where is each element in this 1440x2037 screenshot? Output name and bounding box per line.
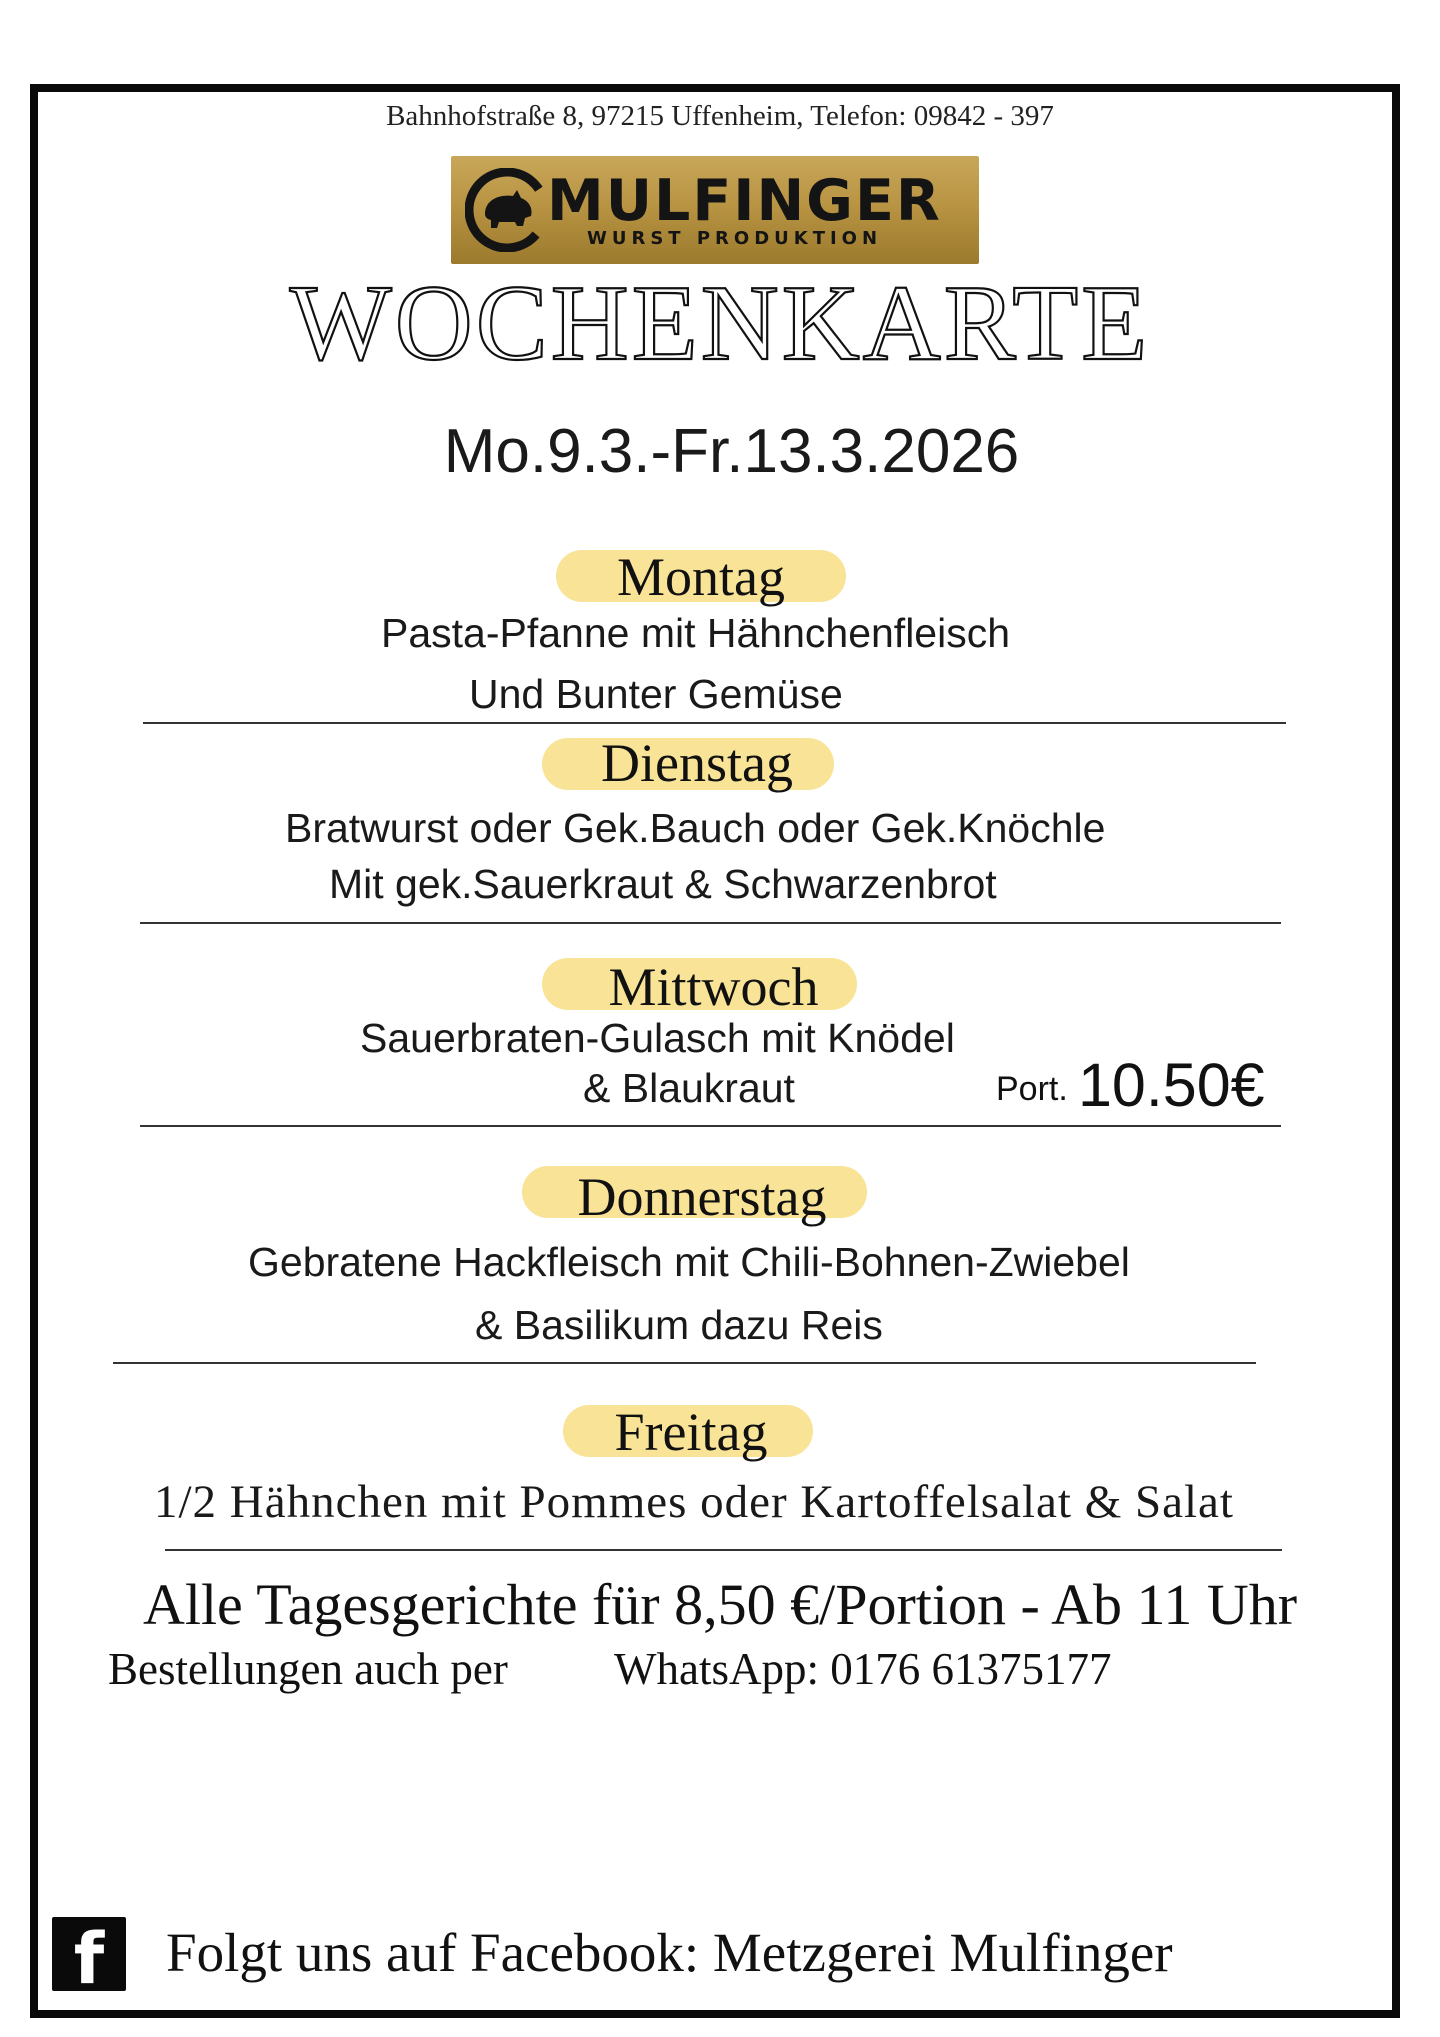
order-label: Bestellungen auch per (108, 1644, 508, 1694)
divider (143, 722, 1286, 724)
divider (165, 1549, 1282, 1551)
pig-logo-icon (465, 168, 549, 252)
divider (113, 1362, 1256, 1364)
page-title: WOCHENKARTE (289, 264, 1151, 383)
dish-line: Mit gek.Sauerkraut & Schwarzenbrot (329, 861, 997, 907)
price-label: Port. (996, 1070, 1068, 1108)
divider (140, 1125, 1281, 1127)
dish-line: & Blaukraut (583, 1065, 795, 1111)
day-title-freitag: Freitag (614, 1402, 768, 1462)
dish-line: Und Bunter Gemüse (469, 671, 843, 717)
dish-line: 1/2 Hähnchen mit Pommes oder Kartoffelsalat & Salat (154, 1476, 1234, 1528)
divider (140, 922, 1281, 924)
day-title-mittwoch: Mittwoch (608, 957, 819, 1017)
logo-subtitle: WURST PRODUKTION (587, 228, 883, 249)
facebook-icon[interactable] (52, 1917, 126, 1991)
facebook-glyph: f (73, 1918, 105, 1991)
dish-line: Gebratene Hackfleisch mit Chili-Bohnen-Zwiebel (248, 1239, 1130, 1285)
dish-line: Pasta-Pfanne mit Hähnchenfleisch (381, 610, 1011, 656)
whatsapp-number: WhatsApp: 0176 61375177 (614, 1644, 1112, 1694)
day-title-montag: Montag (617, 547, 785, 607)
dish-line: & Basilikum dazu Reis (475, 1302, 883, 1348)
dish-line: Sauerbraten-Gulasch mit Knödel (360, 1015, 955, 1061)
date-range: Mo.9.3.-Fr.13.3.2026 (443, 417, 1020, 486)
facebook-text: Folgt uns auf Facebook: Metzgerei Mulfinger (166, 1922, 1173, 1983)
address: Bahnhofstraße 8, 97215 Uffenheim, Telefon: 09842 - 397 (386, 100, 1054, 132)
price-value: 10.50€ (1078, 1051, 1265, 1119)
logo-name: MULFINGER (547, 168, 942, 234)
day-title-donnerstag: Donnerstag (577, 1167, 827, 1227)
mulfinger-logo (451, 156, 979, 264)
dish-line: Bratwurst oder Gek.Bauch oder Gek.Knöchle (285, 805, 1106, 851)
day-title-dienstag: Dienstag (601, 733, 793, 793)
pricing-note: Alle Tagesgerichte für 8,50 €/Portion - Ab 11 Uhr (142, 1572, 1298, 1637)
